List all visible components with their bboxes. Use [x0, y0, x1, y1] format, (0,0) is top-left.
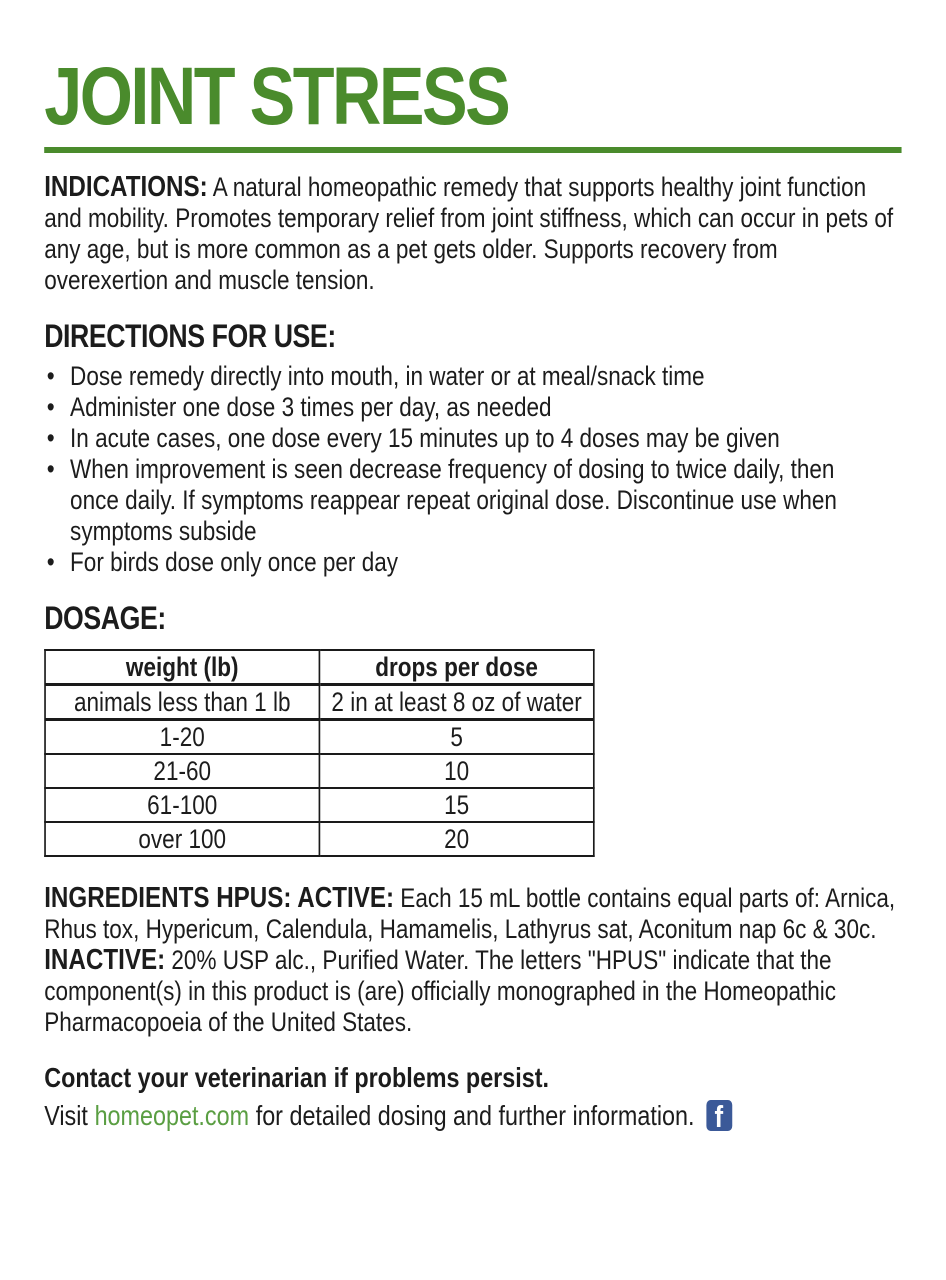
- bullet-icon: [44, 361, 70, 392]
- cell-drops: 2 in at least 8 oz of water: [319, 684, 593, 719]
- table-row: [45, 684, 594, 719]
- list-item-text: Administer one dose 3 times per day, as needed: [70, 391, 552, 422]
- table-row: [45, 719, 594, 754]
- cell-weight: animals less than 1 lb: [45, 684, 319, 719]
- list-item: [44, 423, 868, 454]
- ingredients-inactive-text: 20% USP alc., Purified Water. The letters "HPUS" indicate that the component(s) in this product is (are) officially monographed in the Homeopathic Pharmacopoeia of the United States.: [44, 944, 837, 1037]
- column-header-weight: weight (lb): [45, 650, 319, 685]
- table-row: [45, 754, 594, 788]
- list-item: [44, 361, 868, 392]
- homeopet-link[interactable]: homeopet.com: [94, 1099, 250, 1131]
- list-item: [44, 454, 868, 547]
- title-underline: [44, 147, 901, 153]
- visit-suffix-text: for detailed dosing and further information.: [255, 1099, 695, 1131]
- list-item: [44, 547, 868, 578]
- facebook-icon[interactable]: [706, 1100, 732, 1131]
- dosage-table: [44, 649, 594, 857]
- column-header-drops: drops per dose: [319, 650, 593, 685]
- cell-weight: 21-60: [45, 754, 319, 788]
- cell-drops: 20: [319, 822, 593, 856]
- cell-drops: 10: [319, 754, 593, 788]
- dosage-heading: DOSAGE:: [44, 599, 166, 636]
- cell-weight: 61-100: [45, 788, 319, 822]
- bullet-icon: [44, 423, 70, 454]
- cell-weight: over 100: [45, 822, 319, 856]
- bullet-icon: [44, 392, 70, 423]
- ingredients-active-text: Each 15 mL bottle contains equal parts of: Arnica, Rhus tox, Hypericum, Calendula, Hamamelis, Lathyrus sat, Aconitum nap 6c & 30c.: [44, 882, 896, 944]
- table-row: [45, 788, 594, 822]
- indications-text: A natural homeopathic remedy that supports healthy joint function and mobility. Promotes temporary relief from joint stiffness, which can occur in pets of any age, but is more common as a pet gets older. Supports recovery from overexertion and muscle tension.: [44, 171, 894, 295]
- directions-list: [44, 361, 901, 578]
- ingredients-paragraph: [44, 883, 901, 1038]
- list-item-text: In acute cases, one dose every 15 minutes up to 4 doses may be given: [70, 422, 780, 453]
- table-row: [45, 822, 594, 856]
- facebook-f-glyph: f: [714, 1100, 724, 1132]
- ingredients-active-label: INGREDIENTS HPUS: ACTIVE:: [44, 881, 395, 914]
- list-item-text: When improvement is seen decrease frequency of dosing to twice daily, then once daily. If symptoms reappear repeat original dose. Discontinue use when symptoms subside: [70, 453, 837, 546]
- list-item-text: Dose remedy directly into mouth, in water or at meal/snack time: [70, 360, 705, 391]
- cell-drops: 5: [319, 719, 593, 754]
- page-title: JOINT STRESS: [44, 51, 509, 142]
- bullet-icon: [44, 547, 70, 578]
- ingredients-inactive-label: INACTIVE:: [44, 943, 166, 976]
- visit-line: [44, 1100, 901, 1132]
- cell-drops: 15: [319, 788, 593, 822]
- contact-veterinarian-note: Contact your veterinarian if problems persist.: [44, 1061, 550, 1093]
- list-item-text: For birds dose only once per day: [70, 546, 399, 577]
- cell-weight: 1-20: [45, 719, 319, 754]
- indications-paragraph: [44, 172, 901, 296]
- directions-heading: DIRECTIONS FOR USE:: [44, 317, 336, 354]
- visit-prefix-text: Visit: [44, 1099, 88, 1131]
- indications-label: INDICATIONS:: [44, 170, 208, 203]
- bullet-icon: [44, 454, 70, 485]
- table-header-row: [45, 650, 594, 685]
- list-item: [44, 392, 868, 423]
